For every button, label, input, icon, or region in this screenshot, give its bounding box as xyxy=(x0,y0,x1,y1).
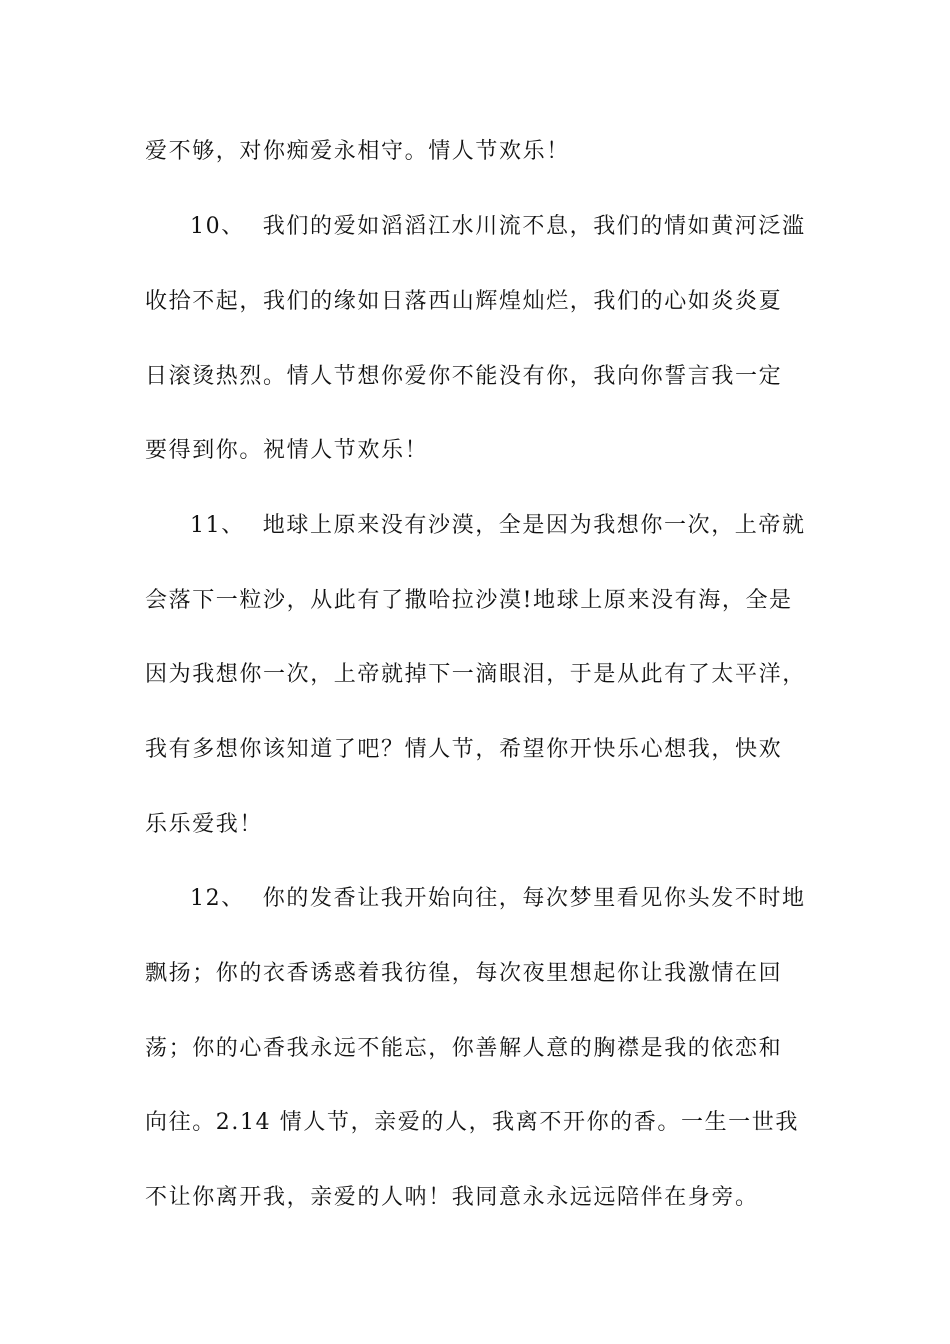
text-line: 日滚烫热烈。情人节想你爱你不能没有你，我向你誓言我一定 xyxy=(145,364,783,389)
text-line: 会落下一粒沙，从此有了撒哈拉沙漠!地球上原来没有海，全是 xyxy=(145,588,793,613)
text-line: 要得到你。祝情人节欢乐！ xyxy=(145,438,429,463)
paragraph-first-line xyxy=(190,212,806,242)
text-line: 收拾不起，我们的缘如日落西山辉煌灿烂，我们的心如炎炎夏 xyxy=(145,289,783,314)
text-line: 乐乐爱我！ xyxy=(145,812,264,837)
text-line: 你的发香让我开始向往，每次梦里看见你头发不时地 xyxy=(262,886,806,911)
text-line: 飘扬；你的衣香诱惑着我彷徨，每次夜里想起你让我激情在回 xyxy=(145,961,783,986)
text-line: 向往。2.14 情人节，亲爱的人，我离不开你的香。一生一世我 xyxy=(145,1110,799,1135)
text-line: 我有多想你该知道了吧？情人节，希望你开快乐心想我，快欢 xyxy=(145,737,783,762)
text-line: 爱不够，对你痴爱永相守。情人节欢乐！ xyxy=(145,139,570,164)
text-line: 荡；你的心香我永远不能忘，你善解人意的胸襟是我的依恋和 xyxy=(145,1036,783,1061)
text-line: 因为我想你一次，上帝就掉下一滴眼泪，于是从此有了太平洋， xyxy=(145,662,806,687)
paragraph-number: 11、 xyxy=(190,513,245,538)
text-line: 不让你离开我，亲爱的人呐！我同意永永远远陪伴在身旁。 xyxy=(145,1185,759,1210)
paragraph-number: 12、 xyxy=(190,886,245,911)
text-line: 我们的爱如滔滔江水川流不息，我们的情如黄河泛滥 xyxy=(262,214,806,239)
paragraph-number: 10、 xyxy=(190,214,245,239)
paragraph-first-line xyxy=(190,511,806,541)
paragraph-first-line xyxy=(190,884,806,914)
text-line: 地球上原来没有沙漠，全是因为我想你一次，上帝就 xyxy=(262,513,806,538)
